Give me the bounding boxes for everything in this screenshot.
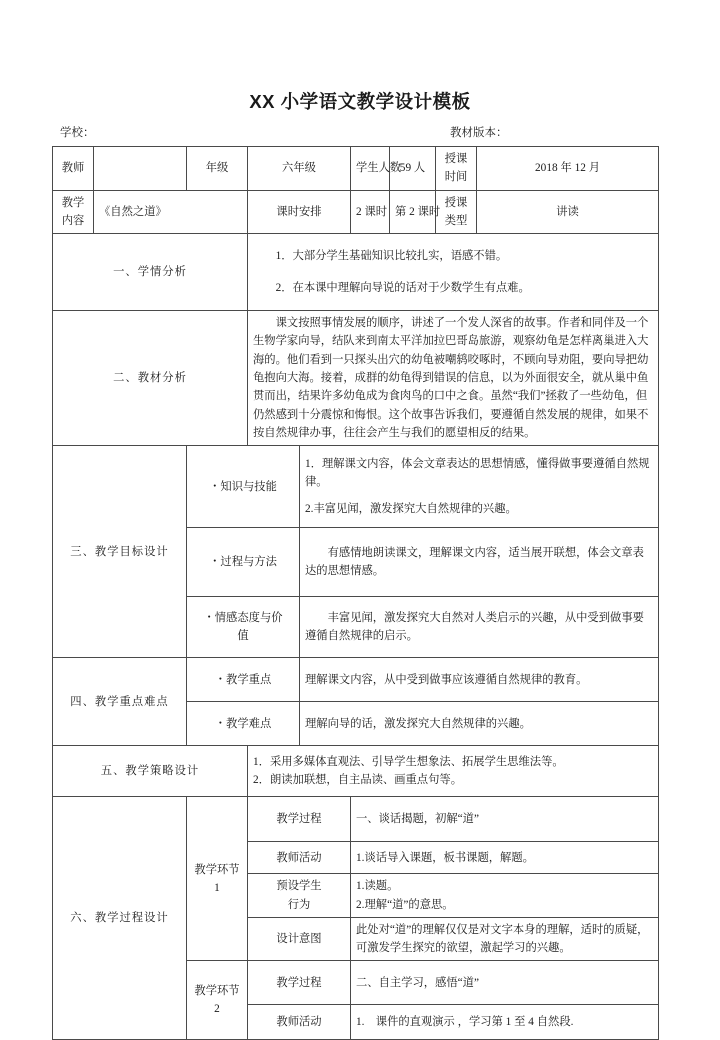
table-row-teacher-info [53, 147, 659, 191]
section-6-stage-2-teacher-label: 教师活动 [248, 1005, 351, 1040]
teacher-label: 教师 [53, 147, 94, 191]
section-3-process-label: ・过程与方法 [187, 528, 300, 597]
section-6-stage-1-student-label-line2: 行为 [287, 898, 311, 911]
class-type-label-line2: 类型 [444, 214, 468, 227]
table-row-section-3-knowledge [53, 446, 659, 528]
section-5-item-1: 1．采用多媒体直观法、引导学生想象法、拓展学生思维法等。 [253, 755, 564, 768]
section-3-label: 三、教学目标设计 [53, 446, 187, 658]
class-time-label-line2: 时间 [444, 171, 468, 184]
class-type-label-line1: 授课 [444, 196, 468, 209]
section-6-stage-1-name-line2: 1 [214, 881, 220, 894]
grade-label: 年级 [187, 147, 248, 191]
section-4-keypoint-label: ・教学重点 [187, 658, 300, 702]
meta-row [52, 124, 658, 142]
teacher-value[interactable] [94, 147, 187, 191]
section-6-stage-1-student-item-1: 1.读题。 [356, 880, 399, 893]
section-6-stage-1-process-body: 一、谈话揭题，初解“道” [351, 797, 659, 842]
section-6-stage-1-student-item-2: 2.理解“道”的意思。 [356, 898, 454, 911]
section-4-difficulty-label: ・教学难点 [187, 702, 300, 746]
section-1-content [248, 234, 659, 311]
class-type-label [436, 190, 477, 234]
section-2-label: 二、教材分析 [53, 311, 248, 446]
table-row-section-1 [53, 234, 659, 311]
section-6-stage-2-process-body: 二、自主学习，感悟“道” [351, 961, 659, 1005]
lesson-content-label-line1: 教学 [61, 196, 85, 209]
section-6-stage-1-student-label [248, 874, 351, 918]
section-6-stage-1-teacher-label: 教师活动 [248, 842, 351, 874]
class-type-value[interactable]: 讲读 [477, 190, 659, 234]
section-1-label: 一、学情分析 [53, 234, 248, 311]
lesson-content-label [53, 190, 94, 234]
section-4-label: 四、教学重点难点 [53, 658, 187, 746]
section-6-stage-1-name-line1: 教学环节 [194, 863, 240, 876]
section-6-stage-2-name-line2: 2 [214, 1003, 220, 1016]
table-row-section-4-keypoint [53, 658, 659, 702]
student-count-value[interactable]: 59 人 [390, 147, 436, 191]
section-3-attitude-label-line2: 值 [237, 630, 249, 643]
section-6-stage-2-teacher-body: 1. 课件的直观演示 ，学习第 1 至 4 自然段. [351, 1005, 659, 1040]
section-3-attitude-label-line1: ・情感态度与价 [203, 611, 283, 624]
section-6-stage-1-student-label-line1: 预设学生 [276, 880, 322, 893]
table-row-lesson-info [53, 190, 659, 234]
class-time-label-line1: 授课 [444, 153, 468, 165]
section-3-process-content [300, 528, 659, 597]
section-4-difficulty-content: 理解向导的话，激发探究大自然规律的兴趣。 [300, 702, 659, 746]
class-time-label [436, 147, 477, 191]
section-3-knowledge-item-2: 2.丰富见闻，激发探究大自然规律的兴趣。 [305, 503, 517, 516]
section-3-process-body: 有感情地朗读课文，理解课文内容，适当展开联想，体会文章表达的思想情感。 [305, 546, 644, 578]
table-row-section-5 [53, 746, 659, 797]
lesson-plan-table [52, 146, 659, 1040]
section-6-stage-1-student-body [351, 874, 659, 918]
section-6-stage-1-intent-label: 设计意图 [248, 917, 351, 961]
section-3-attitude-label [187, 597, 300, 658]
section-6-stage-1-teacher-body: 1.谈话导入课题，板书课题，解题。 [351, 842, 659, 874]
school-label: 学校： [60, 127, 95, 139]
section-6-label: 六、教学过程设计 [53, 797, 187, 1040]
grade-value[interactable]: 六年级 [248, 147, 351, 191]
section-3-knowledge-item-1: 1．理解课文内容，体会文章表达的思想情感，懂得做事要遵循自然规律。 [305, 457, 650, 489]
class-time-value[interactable]: 2018 年 12 月 [477, 147, 659, 191]
period-arrangement-value[interactable]: 2 课时 [351, 190, 390, 234]
section-5-content [248, 746, 659, 797]
section-3-attitude-body: 丰富见闻，激发探究大自然对人类启示的兴趣，从中受到做事要遵循自然规律的启示。 [305, 611, 644, 643]
which-period-value[interactable]: 第 2 课时 [390, 190, 436, 234]
section-3-knowledge-content [300, 446, 659, 528]
section-5-label: 五、教学策略设计 [53, 746, 248, 797]
table-row-section-6-stage1-process [53, 797, 659, 842]
textbook-version-label: 教材版本： [450, 127, 508, 139]
section-1-item-2: 2．在本课中理解向导说的话对于少数学生有点难。 [275, 282, 530, 295]
lesson-content-label-line2: 内容 [61, 214, 85, 227]
table-row-section-2 [53, 311, 659, 446]
section-1-item-1: 1．大部分学生基础知识比较扎实，语感不错。 [275, 249, 508, 262]
section-6-stage-2-process-label: 教学过程 [248, 961, 351, 1005]
section-5-item-2: 2．朗读加联想，自主品读、画重点句等。 [253, 774, 462, 787]
section-3-knowledge-label: ・知识与技能 [187, 446, 300, 528]
section-6-stage-2-name-line1: 教学环节 [194, 985, 240, 998]
period-arrangement-label: 课时安排 [248, 190, 351, 234]
section-3-attitude-content [300, 597, 659, 658]
lesson-content-value[interactable]: 《自然之道》 [94, 190, 248, 234]
section-6-stage-1-process-label: 教学过程 [248, 797, 351, 842]
section-4-keypoint-content: 理解课文内容，从中受到做事应该遵循自然规律的教育。 [300, 658, 659, 702]
section-2-body: 课文按照事情发展的顺序，讲述了一个发人深省的故事。作者和同伴及一个生物学家向导，结队来到南太平洋加拉巴哥岛旅游，观察幼龟是怎样离巢进入大海的。他们看到一只探头出穴的幼龟被嘲鸫咬啄时，不顾向导劝阻，要向导把幼龟抱向大海。接着，成群的幼龟得到错误的信息，以为外面很安全，就从巢中鱼贯而出，结果许多幼龟成为食肉鸟的口中之食。虽然“我们”拯救了一些幼龟，但仍然感到十分震惊和悔恨。这个故事告诉我们，要遵循自然发展的规律，如果不按自然规律办事，往往会产生与我们的愿望相反的结果。 [253, 317, 649, 439]
section-6-stage-1-name [187, 797, 248, 961]
section-6-stage-1-intent-body: 此处对“道”的理解仅仅是对文字本身的理解，适时的质疑，可激发学生探究的欲望，激起学习的兴趣。 [351, 917, 659, 961]
section-2-content [248, 311, 659, 446]
section-6-stage-2-name [187, 961, 248, 1040]
student-count-label: 学生人数 [351, 147, 390, 191]
page-title: XX 小学语文教学设计模板 [249, 91, 471, 112]
